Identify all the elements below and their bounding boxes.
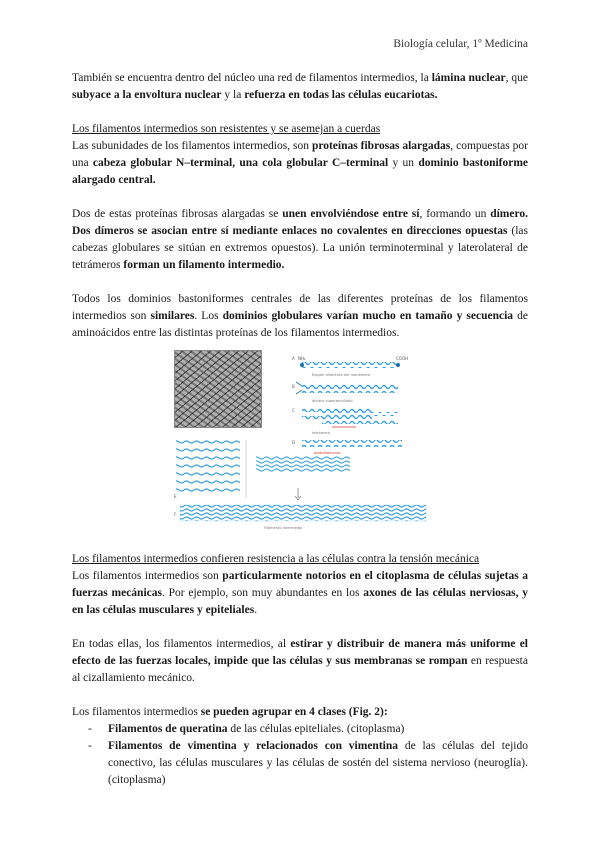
text: , compuestas por una bbox=[72, 140, 529, 169]
label-e: E bbox=[174, 494, 177, 499]
tetramer-strand-3 bbox=[302, 416, 372, 420]
text: y la bbox=[221, 89, 245, 101]
page-header: Biología celular, 1º Medicina bbox=[393, 38, 528, 50]
text: Las subunidades de los filamentos intermedios, son bbox=[72, 140, 312, 152]
intermediate-filament bbox=[180, 505, 426, 521]
paragraph-stretch bbox=[72, 636, 528, 687]
tetramer-strand-2 bbox=[322, 412, 398, 416]
paragraph-subunits bbox=[72, 138, 528, 189]
text: de las células epiteliales. (citoplasma) bbox=[227, 723, 405, 735]
paragraph-dimers bbox=[72, 206, 528, 274]
bold-text: lámina nuclear bbox=[431, 72, 506, 84]
text: . bbox=[254, 604, 258, 616]
list-item-keratin bbox=[72, 721, 528, 738]
document-body bbox=[72, 70, 528, 789]
text: Dos de estas proteínas fibrosas alargadas se bbox=[72, 208, 283, 220]
bold-text: axones de las células nerviosas, y en las células musculares y epiteliales bbox=[72, 587, 528, 616]
label-cooh: COOH bbox=[396, 356, 409, 361]
text: de aminoácidos entre las distintas proteínas de los filamentos intermedios. bbox=[72, 310, 529, 339]
caption-filament: Filamento intermedio bbox=[264, 526, 303, 530]
tetramer-strand-4 bbox=[322, 420, 398, 424]
bold-text: Filamentos de vimentina y relacionados con vimentina bbox=[108, 740, 398, 752]
bold-text: estirar y distribuir de manera más uniforme el efecto de las fuerzas locales, impide que las células y sus membranas se rompan bbox=[72, 638, 529, 667]
paragraph-classes bbox=[72, 704, 528, 721]
assembly-diagram bbox=[174, 348, 430, 534]
text: Todos los dominios bastoniformes centrales de las diferentes proteínas de los filamentos intermedios son bbox=[72, 293, 528, 322]
text: en respuesta al cizallamiento mecánico. bbox=[72, 655, 528, 684]
bold-text: proteínas fibrosas alargadas bbox=[311, 140, 451, 152]
protofilament-2 bbox=[302, 444, 402, 447]
bold-text: se pueden agrupar en 4 clases (Fig. 2): bbox=[200, 706, 388, 718]
bold-text: dominios globulares varían mucho en tamaño y secuencia bbox=[222, 310, 514, 322]
label-a: A bbox=[292, 356, 295, 361]
label-b: B bbox=[292, 384, 295, 389]
text: Los filamentos intermedios son bbox=[72, 570, 223, 582]
section-heading-resistant: Los filamentos intermedios son resistentes y se asemejan a cuerdas bbox=[72, 123, 381, 135]
paragraph-mechanical bbox=[72, 568, 528, 619]
list-item-vimentin bbox=[72, 738, 528, 789]
bold-text: cabeza globular N–terminal, una cola globular C–terminal bbox=[92, 157, 389, 169]
paragraph-domains bbox=[72, 291, 528, 342]
bold-text: refuerza en todas las células eucariotas. bbox=[244, 89, 438, 101]
text: . Los bbox=[194, 310, 223, 322]
section-heading-mechanical: Los filamentos intermedios confieren resistencia a las células contra la tensión mecánica bbox=[72, 553, 480, 565]
tetramer-strand-1 bbox=[302, 408, 372, 412]
class-list bbox=[72, 721, 528, 789]
caption-alpha-helix: Región alfahélice del monómero bbox=[312, 373, 371, 377]
protofilament-1 bbox=[302, 440, 402, 443]
label-d: D bbox=[292, 440, 296, 445]
monomer-tail bbox=[396, 363, 400, 367]
text: de las células del tejido conectivo, las células musculares y las células de sostén del sistema nervioso (neuroglía). (citoplasma) bbox=[108, 740, 529, 786]
label-f: F bbox=[174, 512, 177, 517]
figure-intermediate-filament-assembly bbox=[174, 348, 430, 534]
text: . Por ejemplo, son muy abundantes en los bbox=[161, 587, 364, 599]
text: (las cabezas globulares se sitúan en extremos opuestos). La unión terminoterminal y laterolateral de tetrámeros bbox=[72, 225, 528, 271]
label-nh2: NH₂ bbox=[298, 356, 306, 361]
bold-text: Filamentos de queratina bbox=[108, 723, 228, 735]
caption-dimer: dímero superenrollado bbox=[312, 399, 353, 403]
text: También se encuentra dentro del núcleo una red de filamentos intermedios, la bbox=[72, 72, 432, 84]
bold-text: dímero. Dos dímeros se asocian entre sí mediante enlaces no covalentes en direcciones opuestas bbox=[72, 208, 528, 237]
text: Los filamentos intermedios bbox=[72, 706, 201, 718]
bold-text: subyace a la envoltura nuclear bbox=[72, 89, 222, 101]
paragraph-nuclear-lamina bbox=[72, 70, 528, 104]
monomer-helix bbox=[302, 362, 398, 368]
bold-text: forman un filamento intermedio. bbox=[123, 259, 285, 271]
caption-tetramer: tetrámero bbox=[312, 431, 331, 435]
label-c: C bbox=[292, 408, 295, 413]
bold-text: dominio bastoniforme alargado central. bbox=[72, 157, 529, 186]
text: , que bbox=[505, 72, 529, 84]
dimer-strand-2 bbox=[302, 388, 398, 393]
text: y un bbox=[388, 157, 419, 169]
caption-protofilament: protofilamento bbox=[314, 451, 341, 455]
text: , formando un bbox=[419, 208, 491, 220]
monomer-head bbox=[300, 363, 304, 367]
dimer-head-2 bbox=[296, 390, 302, 394]
text: En todas ellas, los filamentos intermedios, al bbox=[72, 638, 291, 650]
bold-text: unen envolviéndose entre sí bbox=[282, 208, 420, 220]
protofilament-stack bbox=[176, 440, 240, 492]
dimer-head-1 bbox=[296, 382, 302, 386]
bold-text: particularmente notorios en el citoplasma de células sujetas a fuerzas mecánicas bbox=[72, 570, 528, 599]
filament-bundle-mid bbox=[256, 456, 350, 472]
bold-text: similares bbox=[150, 310, 195, 322]
